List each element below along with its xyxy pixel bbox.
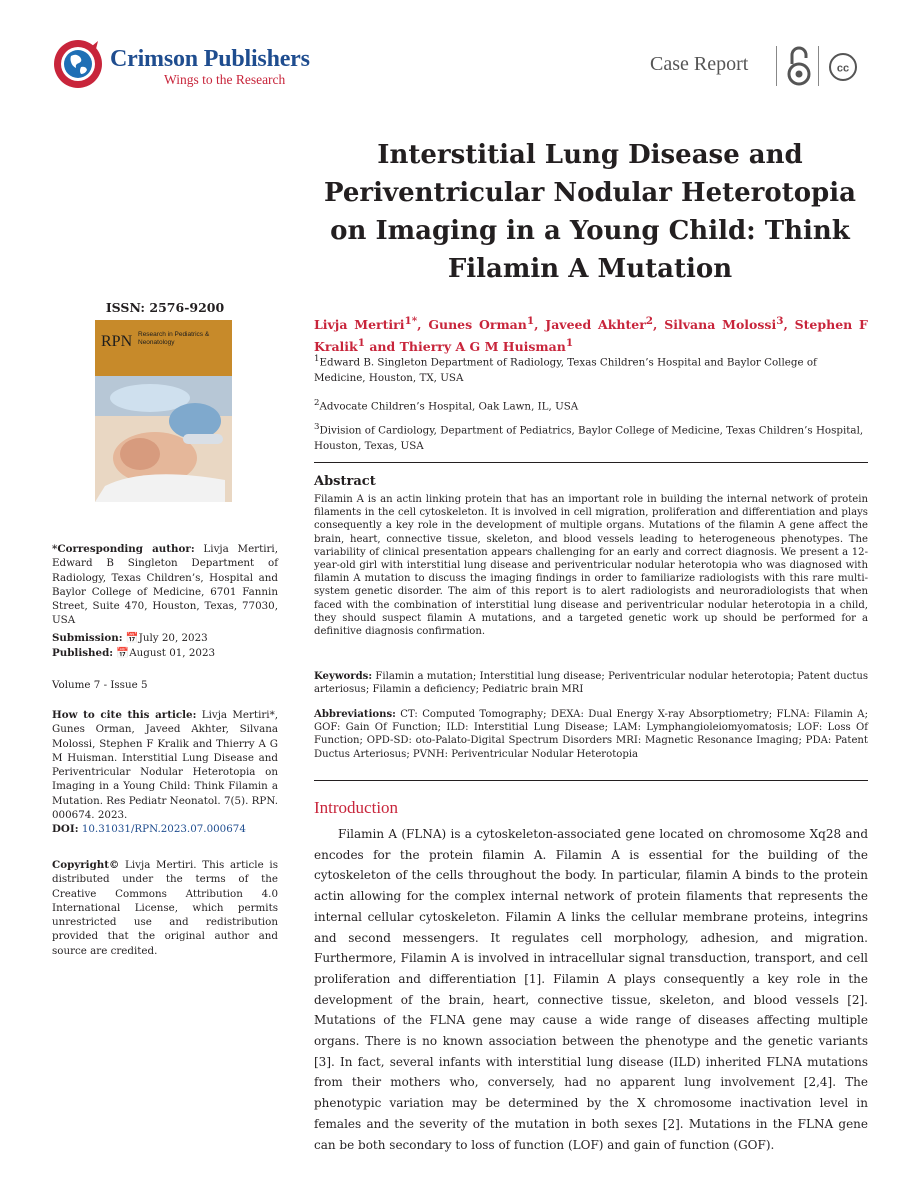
copyright-notice: Copyright© Livja Mertiri. This article is distributed under the terms of the Creative Commons Attribution 4.0 International License, which permits unrestricted use and redistribution provided that the original author and source are credited. — [52, 859, 278, 957]
abbreviations: Abbreviations: CT: Computed Tomography; DEXA: Dual Energy X-ray Absorptiometry; FLNA: Filamin A; GOF: Gain Of Function; ILD: Interstitial Lung Disease; LAM: Lymphangioleiomyomatosis; LOF: Loss Of Function; OPD-SD: oto-Palato-Digital Spectrum Disorders MRI: Magnetic Resonance Imaging; PDA: Patent Ductus Arteriosus; PVNH: Periventricular Nodular Heterotopia — [314, 709, 868, 760]
calendar-icon: 📅 — [122, 632, 139, 644]
abstract-text: Filamin A is an actin linking protein that has an important role in building the internal network of protein filaments in the cell cytoskeleton. It is involved in cell migration, proliferation and differentiation and plays consequently a key role in the development of multiple organs. Mutations of the filamin A gene affect the brain, heart, connective tissue, skeleton, and blood vessels leading to heterogeneous phenotypes. The variability of clinical presentation appears challenging for an early and correct diagnosis. We present a 12-year-old girl with interstitial lung disease and periventricular nodular heterotopia who was diagnosed with filamin A mutation to discuss the imaging findings in order to familiarize radiologists with this rare multi-system genetic disorder. The aim of this report is to alert radiologists and neuroradiologists that when faced with the combination of interstitial lung disease and periventricular nodular heterotopia in a child, they should suspect filamin A mutations, and a targeted genetic work up should be performed for a definitive diagnosis confirmation. — [314, 494, 868, 638]
svg-text:cc: cc — [836, 62, 850, 75]
article-title — [300, 136, 880, 288]
open-access-icon[interactable] — [785, 44, 813, 88]
globe-logo-icon — [52, 38, 104, 90]
affiliation: $^2$Advocate Children’s Hospital, Oak Lawn, IL, USA — [314, 398, 579, 413]
introduction-heading: Introduction — [314, 798, 399, 817]
title-line: Periventricular Nodular Heterotopia — [324, 178, 856, 208]
keywords: Keywords: Filamin a mutation; Interstitial lung disease; Periventricular nodular heterotopia; Patent ductus arteriosus; Filamin a deficiency; Pediatric brain MRI — [314, 671, 868, 696]
journal-cover[interactable] — [95, 320, 232, 502]
publisher-name: Crimson Publishers — [110, 46, 310, 72]
header-divider — [776, 46, 777, 86]
creative-commons-icon[interactable] — [828, 52, 858, 82]
abstract-top-rule — [314, 462, 868, 463]
publisher-logo — [52, 38, 322, 90]
affiliation: $^3$Division of Cardiology, Department of Pediatrics, Baylor College of Medicine, Texas Children’s Hospital, Houston, Texas, USA — [314, 422, 864, 452]
abstract-heading: Abstract — [314, 474, 376, 489]
calendar-icon: 📅 — [113, 646, 130, 659]
introduction-text: Filamin A (FLNA) is a cytoskeleton-associated gene located on chromosome Xq28 and encodes for the protein filamin A. Filamin A is essential for the building of the cytoskeleton of the cells throughout the body. In particular, filamin A binds to the protein actin allowing for the complex internal network of protein filaments that represents the internal cellular cytoskeleton. Filamin A links the cellular membrane proteins, integrins and second messengers. It regulates cell morphology, adhesion, and migration. Furthermore, Filamin A is involved in intracellular signal transduction, transport, and cell proliferation and differentiation [1]. Filamin A plays consequently a key role in the development of the brain, heart, connective tissue, skeleton, and blood vessels [2]. Mutations of the FLNA gene may cause a wide range of diseases affecting multiple organs. There is no known association between the phenotype and the genetic variants [3]. In fact, several infants with interstitial lung disease (ILD) inherited FLNA mutations from their mothers who, conversely, had no apparent lung involvement [2,4]. The phenotypic variation may be determined by the X chromosome inactivation level in females and the severity of the mutation in both sexes [2]. Mutations in the FLNA gene can be both secondary to loss of function (LOF) and gain of function (GOF). — [314, 827, 868, 1152]
cover-abbrev: RPN — [101, 333, 133, 350]
affiliation: $^1$Edward B. Singleton Department of Radiology, Texas Children’s Hospital and Baylor College of Medicine, Houston, TX, USA — [314, 354, 817, 384]
corresponding-author: *Corresponding author: Livja Mertiri, Edward B Singleton Department of Radiology, Texas Children’s, Hospital and Baylor College of Medicine, 6701 Fannin Street, Suite 470, Houston, Texas, 77030, USA — [52, 543, 279, 627]
title-line: Interstitial Lung Disease and — [377, 140, 803, 170]
article-type-label: Case Report — [650, 53, 749, 75]
doi-link[interactable]: 10.31031/RPN.2023.07.000674 — [81, 823, 246, 836]
cover-photo — [95, 376, 232, 502]
title-line: on Imaging in a Young Child: Think — [330, 216, 850, 246]
volume-issue: Volume 7 - Issue 5 — [52, 679, 148, 691]
publisher-tagline: Wings to the Research — [164, 72, 286, 87]
title-line: Filamin A Mutation — [447, 254, 733, 284]
abstract-bottom-rule — [314, 780, 868, 781]
header-divider — [818, 46, 819, 86]
cover-journal-name: Research in Pediatrics & Neonatology — [138, 331, 210, 346]
author-list: Livja Mertiri$^{1*}$, Gunes Orman$^1$, Javeed Akhter$^2$, Silvana Molossi$^3$, Stephen F Kralik$^1$ and Thierry A G M Huisman$^1$ — [314, 315, 868, 355]
article-dates: Submission: 📅July 20, 2023 Published: 📅August 01, 2023 — [52, 632, 216, 659]
citation: How to cite this article: Livja Mertiri*, Gunes Orman, Javeed Akhter, Silvana Molossi, Stephen F Kralik and Thierry A G M Huisman. Interstitial Lung Disease and Periventricular Nodular Heterotopia on Imaging in a Young Child: Think Filamin a Mutation. Res Pediatr Neonatol. 7(5). RPN. 000674. 2023. DOI: 10.31031/RPN.2023.07.000674 — [52, 709, 278, 836]
issn: ISSN: 2576-9200 — [105, 300, 225, 315]
